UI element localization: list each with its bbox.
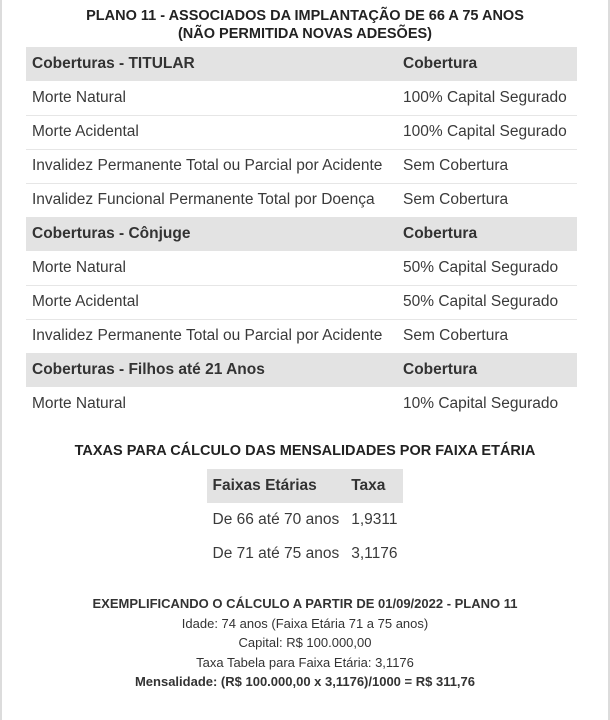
- rates-header-rate: Taxa: [345, 469, 403, 503]
- rates-title: TAXAS PARA CÁLCULO DAS MENSALIDADES POR FAIXA ETÁRIA: [74, 443, 536, 459]
- coverage-header-label: Coberturas - TITULAR: [26, 47, 397, 81]
- coverage-name: Morte Acidental: [26, 115, 397, 149]
- rates-header: [207, 469, 404, 503]
- table-row: [26, 319, 577, 353]
- example-title: EXEMPLIFICANDO O CÁLCULO A PARTIR DE 01/09/2022 - PLANO 11: [92, 596, 518, 611]
- table-row: [207, 537, 404, 571]
- coverage-header-filhos: [26, 353, 577, 387]
- coverage-value: 100% Capital Segurado: [397, 81, 577, 115]
- coverage-name: Morte Natural: [26, 81, 397, 115]
- coverage-header-label: Coberturas - Filhos até 21 Anos: [26, 353, 397, 387]
- rates-table: [207, 469, 404, 571]
- rates-header-range: Faixas Etárias: [207, 469, 346, 503]
- rate-range: De 66 até 70 anos: [212, 511, 340, 528]
- example-capital: Capital: R$ 100.000,00: [238, 635, 372, 650]
- coverage-name: Invalidez Funcional Permanente Total por Doença: [32, 191, 375, 209]
- table-row: [26, 81, 577, 115]
- coverage-header-label: Coberturas - Cônjuge: [26, 217, 397, 251]
- coverage-value: Sem Cobertura: [403, 327, 509, 345]
- table-row: [26, 387, 577, 421]
- plan-title-line1: PLANO 11 - ASSOCIADOS DA IMPLANTAÇÃO DE 66 A 75 ANOS: [86, 8, 524, 24]
- table-row: [26, 285, 577, 319]
- coverage-value: 100% Capital Segurado: [397, 115, 577, 149]
- table-row: [26, 115, 577, 149]
- coverage-header-col2: Cobertura: [397, 47, 577, 81]
- rate-value: 1,9311: [351, 511, 398, 528]
- plan-title: [0, 0, 610, 43]
- table-row: [26, 251, 577, 285]
- coverage-header-col2: Cobertura: [397, 353, 577, 387]
- rate-range: De 71 até 75 anos: [212, 545, 340, 562]
- coverage-value: Sem Cobertura: [397, 149, 577, 183]
- coverage-header-conjuge: [26, 217, 577, 251]
- coverage-name: Invalidez Permanente Total ou Parcial por Acidente: [32, 327, 383, 345]
- coverage-name: Invalidez Permanente Total ou Parcial por Acidente: [26, 149, 397, 183]
- coverage-header-titular: [26, 47, 577, 81]
- coverage-value: 10% Capital Segurado: [403, 395, 559, 412]
- coverage-name: Morte Natural: [26, 251, 397, 285]
- coverage-name: Morte Acidental: [26, 285, 397, 319]
- example-section: [0, 594, 610, 692]
- coverage-value: Sem Cobertura: [403, 191, 509, 209]
- coverage-value: 50% Capital Segurado: [397, 251, 577, 285]
- coverage-name: Morte Natural: [32, 395, 126, 412]
- example-rate: Taxa Tabela para Faixa Etária: 3,1176: [196, 654, 414, 670]
- left-border: [0, 0, 2, 720]
- plan-title-line2: (NÃO PERMITIDA NOVAS ADESÕES): [177, 26, 433, 42]
- table-row: [207, 503, 404, 537]
- table-row: [26, 183, 577, 217]
- rate-value: 3,1176: [351, 545, 398, 562]
- coverage-header-col2: Cobertura: [397, 217, 577, 251]
- coverage-value: 50% Capital Segurado: [397, 285, 577, 319]
- coverage-table: [26, 47, 577, 421]
- example-age: Idade: 74 anos (Faixa Etária 71 a 75 anos): [181, 615, 429, 631]
- table-row: [26, 149, 577, 183]
- example-monthly: Mensalidade: (R$ 100.000,00 x 3,1176)/1000 = R$ 311,76: [134, 674, 476, 689]
